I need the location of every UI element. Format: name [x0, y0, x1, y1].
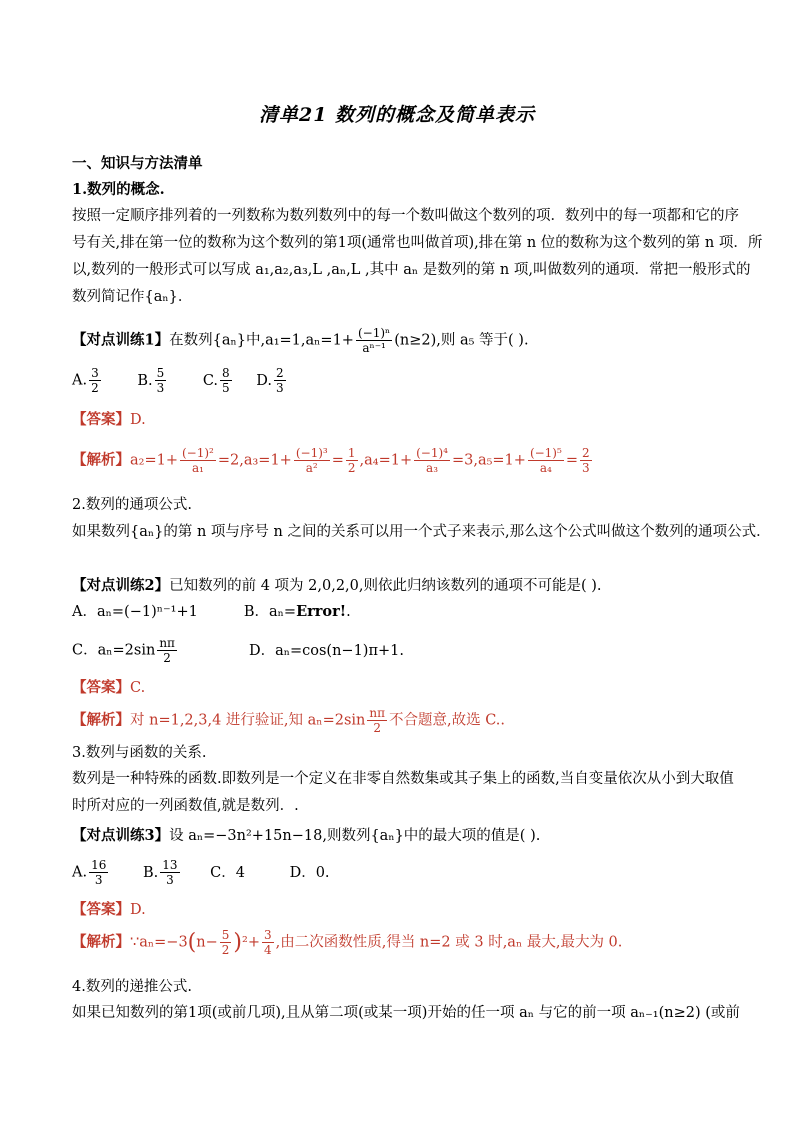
exercise-1-analysis: 【解析】a₂=1+ $\frac{\text{(−1)²}}{\text{a₁}}$ =2,a₃=1+ $\frac{\text{(−1)³}}{\text{a²}}$ = $\frac{1}{2}$ ,a₄=1+ $\frac{\text{(−1)⁴}}{\text{a₃}}$ =3,a₅=1+ $\frac{\text{(−1)⁵}}{\text{a₄}}$ = $\frac{2}{3}$ [72, 446, 590, 475]
exercise-2-analysis: 【解析】对 n=1,2,3,4 进行验证,知 aₙ=2sin $\frac{n\pi}{2}$ 不合题意,故选 C.. [72, 706, 506, 735]
exercise-2-options-ab: A．aₙ=(−1)ⁿ⁻¹+1 B．aₙ=Error!. [72, 603, 351, 620]
exercise-3-options: A. $\frac{16}{3}$ B. $\frac{13}{3}$ C．4 D．0. [72, 858, 330, 887]
exercise-1-options: A. $\frac{3}{2}$ B. $\frac{5}{3}$ C. $\frac{8}{5}$ D. $\frac{2}{3}$ [72, 366, 284, 395]
para-1-line3: 以,数列的一般形式可以写成 a₁,a₂,a₃,L ,aₙ,L ,其中 aₙ 是数列的第 n 项,叫做数列的通项．常把一般形式的 [72, 262, 751, 278]
para-3-line1: 数列是一种特殊的函数.即数列是一个定义在非零自然数集或其子集上的函数,当自变量依次从小到大取值 [72, 771, 734, 787]
para-1-line1: 按照一定顺序排列着的一列数称为数列数列中的每一个数叫做这个数列的项．数列中的每一项都和它的序 [72, 208, 739, 224]
heading-2: 2.数列的通项公式. [72, 497, 192, 513]
exercise-2-options-cd: C．aₙ=2sin $\frac{n\pi}{2}$ D．aₙ=cos(n−1)π+1. [72, 636, 404, 665]
exercise-3-stem: 【对点训练3】设 aₙ=−3n²+15n−18,则数列{aₙ}中的最大项的值是( ). [72, 827, 541, 844]
exercise-2-stem: 【对点训练2】已知数列的前 4 项为 2,0,2,0,则依此归纳该数列的通项不可能是( ). [72, 577, 602, 594]
exercise-1-stem: 【对点训练1】在数列{aₙ}中,a₁=1,aₙ=1+ $\frac{\text{(−1)ⁿ}}{\text{aⁿ⁻¹}}$ (n≥2),则 a₅ 等于( ). [72, 326, 529, 355]
exercise-1-answer: 【答案】D. [72, 411, 146, 428]
exercise-3-analysis: 【解析】∵aₙ=−3(n− $\frac{5}{2}$ )²+ $\frac{3}{4}$ ,由二次函数性质,得当 n=2 或 3 时,aₙ 最大,最大为 0. [72, 928, 623, 957]
para-1-line2: 号有关,排在第一位的数称为这个数列的第1项(通常也叫做首项),排在第 n 位的数称为这个数列的第 n 项．所 [72, 235, 763, 251]
para-4: 如果已知数列的第1项(或前几项),且从第二项(或某一项)开始的任一项 aₙ 与它的前一项 aₙ₋₁(n≥2) (或前 [72, 1005, 740, 1021]
section-heading: 一、知识与方法清单 [72, 155, 203, 172]
exercise-3-answer: 【答案】D. [72, 901, 146, 918]
heading-4: 4.数列的递推公式. [72, 979, 192, 995]
exercise-2-answer: 【答案】C. [72, 679, 146, 696]
para-2: 如果数列{aₙ}的第 n 项与序号 n 之间的关系可以用一个式子来表示,那么这个公式叫做这个数列的通项公式． [72, 524, 771, 540]
heading-3: 3.数列与函数的关系. [72, 745, 207, 761]
para-1-line4: 数列简记作{aₙ}． [72, 289, 193, 305]
page-title: 清单21 数列的概念及简单表示 [258, 104, 536, 126]
heading-1: 1.数列的概念. [72, 181, 165, 198]
para-3-line2: 时所对应的一列函数值,就是数列．. [72, 798, 299, 814]
